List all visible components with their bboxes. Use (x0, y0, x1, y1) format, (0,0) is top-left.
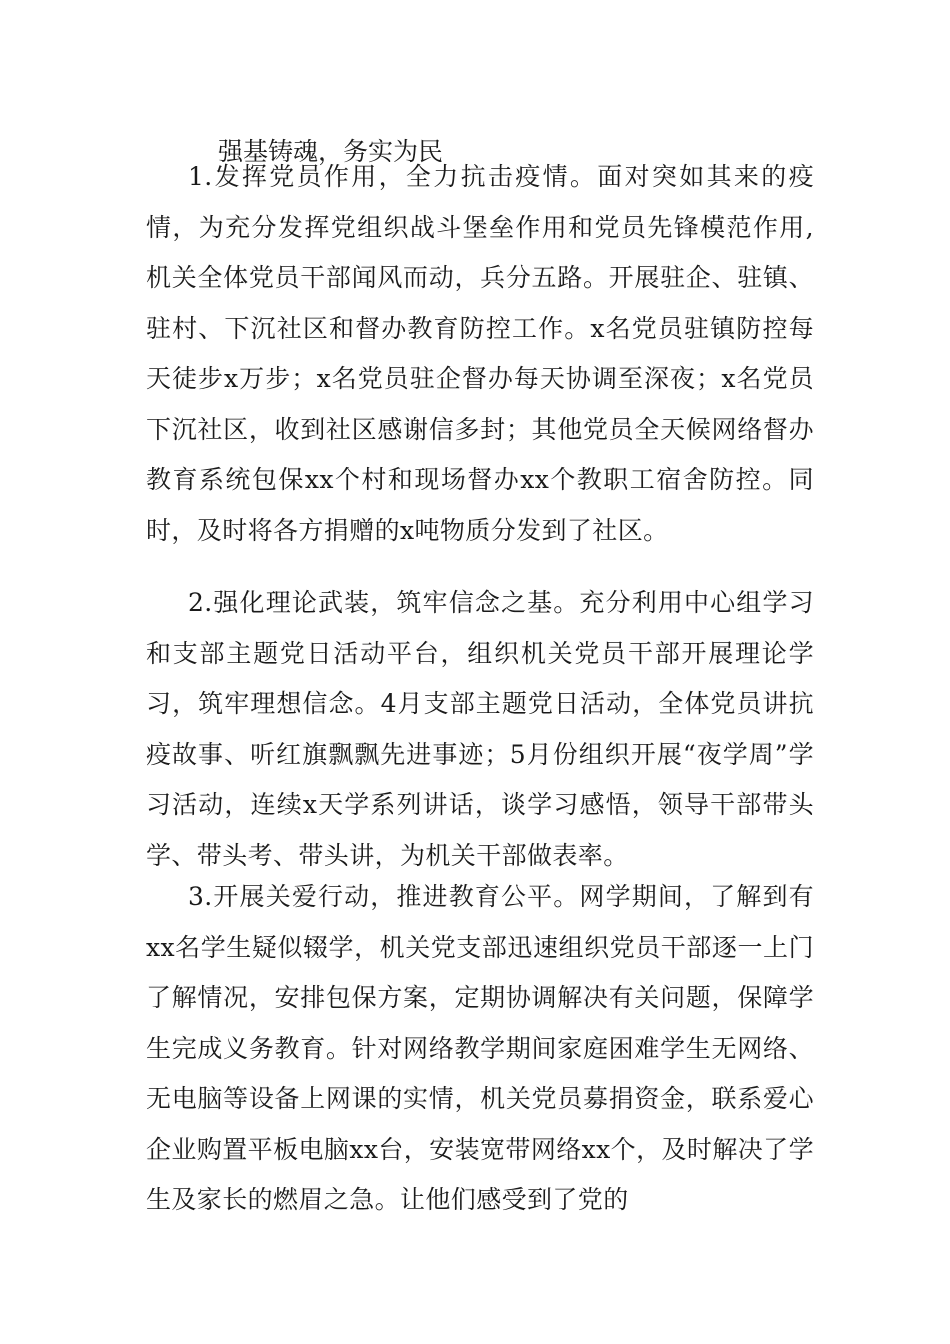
document-title: 强基铸魂，务实为民 (218, 137, 444, 166)
paragraph-1: 1.发挥党员作用，全力抗击疫情。面对突如其来的疫情，为充分发挥党组织战斗堡垒作用和党员先锋模范作用,机关全体党员干部闻风而动，兵分五路。开展驻企、驻镇、驻村、下沉社区和督办教育防控工作。x名党员驻镇防控每天徒步x万步；x名党员驻企督办每天协调至深夜；x名党员下沉社区，收到社区感谢信多封；其他党员全天候网络督办教育系统包保xx个村和现场督办xx个教职工宿舍防控。同时，及时将各方捐赠的x吨物质分发到了社区。 (146, 162, 814, 545)
paragraph-3: 3.开展关爱行动，推进教育公平。网学期间，了解到有xx名学生疑似辍学，机关党支部迅速组织党员干部逐一上门了解情况，安排包保方案，定期协调解决有关问题，保障学生完成义务教育。针对网络教学期间家庭困难学生无网络、无电脑等设备上网课的实情，机关党员募捐资金，联系爱心企业购置平板电脑xx台，安装宽带网络xx个，及时解决了学生及家长的燃眉之急。让他们感受到了党的 (146, 882, 814, 1214)
paragraph-2: 2.强化理论武装，筑牢信念之基。充分利用中心组学习和支部主题党日活动平台，组织机关党员干部开展理论学习，筑牢理想信念。4月支部主题党日活动，全体党员讲抗疫故事、听红旗飘飘先进事迹；5月份组织开展“夜学周”学习活动，连续x天学系列讲话，谈学习感悟，领导干部带头学、带头考、带头讲，为机关干部做表率。 (146, 588, 814, 870)
